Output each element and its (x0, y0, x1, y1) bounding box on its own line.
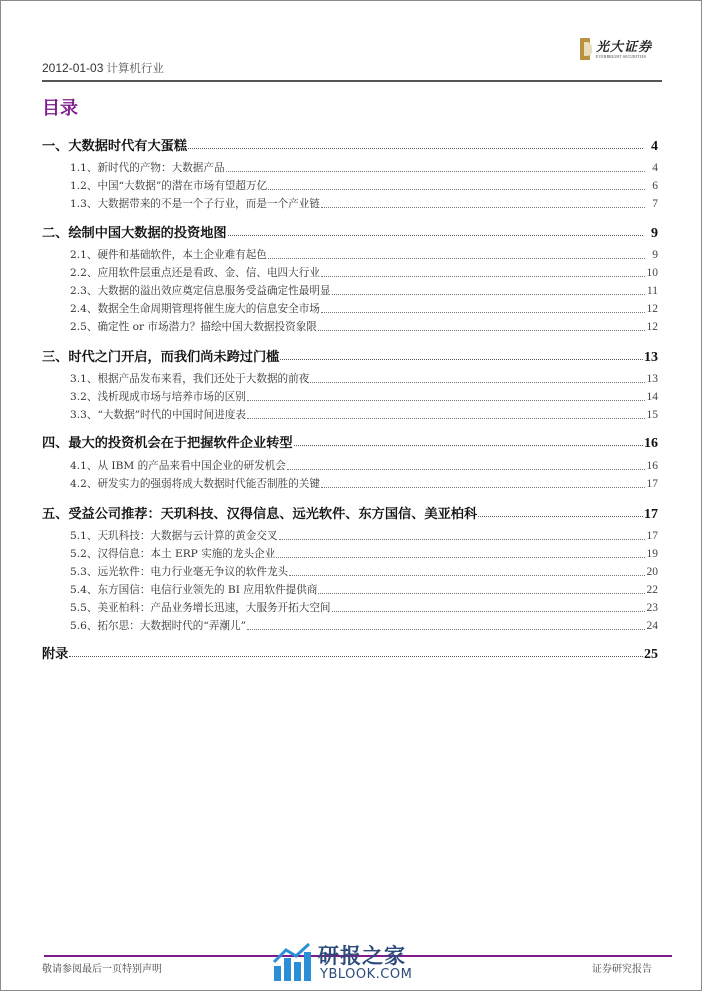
toc-entry-label: 5.6、拓尔思：大数据时代的“弄潮儿” (70, 620, 246, 632)
toc-subsection[interactable] (70, 371, 658, 387)
toc-entry-label: 4.1、从 IBM 的产品来看中国企业的研发机会 (70, 460, 286, 472)
everbright-logo (580, 36, 658, 64)
footer-disclaimer: 敬请参阅最后一页特别声明 (42, 964, 162, 975)
toc-page-number: 9 (652, 249, 658, 261)
toc-page-number: 11 (646, 285, 658, 297)
dot-leader (280, 358, 643, 360)
toc-subsection[interactable] (70, 283, 658, 299)
toc-subsection[interactable] (70, 407, 658, 423)
toc-entry-label: 5.2、汉得信息：本土 ERP 实施的龙头企业 (70, 548, 276, 560)
toc-entry-label: 附录 (42, 647, 69, 662)
toc-subsection[interactable] (70, 600, 658, 616)
toc-page-number: 16 (644, 436, 658, 451)
toc-page-number: 17 (646, 478, 658, 490)
page-header (42, 40, 658, 82)
watermark-en: YBLOOK.COM (320, 967, 413, 982)
dot-leader (226, 170, 645, 172)
toc-subsection[interactable] (70, 564, 658, 580)
dot-leader (321, 206, 645, 208)
toc-page-number: 16 (646, 460, 658, 472)
dot-leader (321, 311, 645, 313)
dot-leader (332, 610, 645, 612)
toc-page-number: 23 (646, 602, 658, 614)
dot-leader (321, 275, 645, 277)
toc-page-number: 7 (652, 198, 658, 210)
toc-subsection[interactable] (70, 247, 658, 263)
toc-entry-label: 5.4、东方国信：电信行业领先的 BI 应用软件提供商 (70, 584, 318, 596)
dot-leader (247, 417, 645, 419)
toc-page-number: 19 (646, 548, 658, 560)
toc-entry-label: 三、时代之门开启，而我们尚未跨过门槛 (42, 350, 280, 365)
dot-leader (321, 486, 645, 488)
toc-page-number: 25 (644, 647, 658, 662)
dot-leader (247, 628, 645, 630)
toc-entry-label: 3.1、根据产品发布来看，我们还处于大数据的前夜 (70, 373, 310, 385)
toc-entry-label: 3.2、浅析现成市场与培养市场的区别 (70, 391, 246, 403)
toc-entry-label: 一、大数据时代有大蛋糕 (42, 139, 188, 154)
toc-page-number: 17 (646, 530, 658, 542)
toc-entry-label: 2.1、硬件和基础软件，本土企业难有起色 (70, 249, 267, 261)
toc-entry-label: 1.1、新时代的产物：大数据产品 (70, 162, 225, 174)
logo-cn-text: 光大证券 (596, 40, 653, 55)
toc-subsection[interactable] (70, 546, 658, 562)
toc-subsection[interactable] (70, 265, 658, 281)
toc-page-number: 20 (646, 566, 658, 578)
logo-mark-icon (580, 38, 590, 60)
toc-entry-label: 5.5、美亚柏科：产品业务增长迅速，大服务开拓大空间 (70, 602, 331, 614)
watermark-cn: 研报之家 (318, 944, 406, 968)
toc-entry-label: 四、最大的投资机会在于把握软件企业转型 (42, 436, 293, 451)
toc-page-number: 22 (646, 584, 658, 596)
dot-leader (478, 515, 643, 517)
toc-entry-label: 3.3、“大数据”时代的中国时间进度表 (70, 409, 246, 421)
toc-subsection[interactable] (70, 582, 658, 598)
toc-section-4[interactable] (42, 432, 658, 450)
toc-subsection[interactable] (70, 301, 658, 317)
toc-entry-label: 5.3、远光软件：电力行业毫无争议的软件龙头 (70, 566, 289, 578)
toc-entry-label: 2.2、应用软件层重点还是看政、金、信、电四大行业 (70, 267, 320, 279)
toc-page-number: 9 (651, 226, 658, 241)
toc-section-6[interactable] (42, 643, 658, 661)
dot-leader (287, 468, 645, 470)
toc-entry-label: 2.4、数据全生命周期管理将催生庞大的信息安全市场 (70, 303, 320, 315)
dot-leader (318, 329, 645, 331)
toc-page-number: 15 (646, 409, 658, 421)
toc-section-5[interactable] (42, 503, 658, 521)
report-date: 2012-01-03 (42, 61, 104, 75)
toc-entry-label: 2.5、确定性 or 市场潜力？描绘中国大数据投资象限 (70, 321, 317, 333)
toc-entry-label: 1.2、中国“大数据”的潜在市场有望超万亿 (70, 180, 268, 192)
toc-page-number: 17 (644, 507, 658, 522)
dot-leader (188, 147, 643, 149)
toc-page-number: 10 (646, 267, 658, 279)
toc-title: 目录 (42, 98, 78, 119)
header-date-industry (42, 60, 164, 76)
dot-leader (268, 257, 645, 259)
dot-leader (332, 293, 645, 295)
dot-leader (279, 538, 645, 540)
toc-entry-label: 4.2、研发实力的强弱将成大数据时代能否制胜的关键 (70, 478, 320, 490)
dot-leader (310, 381, 645, 383)
toc-subsection[interactable] (70, 160, 658, 176)
toc-entry-label: 五、受益公司推荐：天玑科技、汉得信息、远光软件、东方国信、美亚柏科 (42, 507, 478, 522)
toc-page-number: 13 (646, 373, 658, 385)
toc-page-number: 24 (646, 620, 658, 632)
toc-page-number: 12 (646, 303, 658, 315)
watermark (272, 940, 432, 988)
toc-subsection[interactable] (70, 319, 658, 335)
dot-leader (289, 574, 645, 576)
toc-subsection[interactable] (70, 178, 658, 194)
industry-label: 计算机行业 (106, 61, 164, 75)
dot-leader (294, 444, 643, 446)
toc-section-2[interactable] (42, 222, 658, 240)
dot-leader (276, 556, 645, 558)
toc-subsection[interactable] (70, 389, 658, 405)
toc-entry-label: 二、绘制中国大数据的投资地图 (42, 226, 227, 241)
dot-leader (268, 188, 645, 190)
toc-entry-label: 1.3、大数据带来的不是一个子行业，而是一个产业链 (70, 198, 320, 210)
toc-page-number: 12 (646, 321, 658, 333)
toc-subsection[interactable] (70, 476, 658, 492)
toc-subsection[interactable] (70, 528, 658, 544)
toc-entry-label: 5.1、天玑科技：大数据与云计算的黄金交叉 (70, 530, 278, 542)
dot-leader (228, 234, 643, 236)
dot-leader (69, 655, 643, 657)
bar-chart-arrow-icon (272, 942, 312, 982)
dot-leader (247, 399, 645, 401)
toc-subsection[interactable] (70, 196, 658, 212)
toc-subsection[interactable] (70, 458, 658, 474)
dot-leader (318, 592, 645, 594)
toc-page-number: 13 (644, 350, 658, 365)
toc-page-number: 14 (646, 391, 658, 403)
toc-section-3[interactable] (42, 346, 658, 364)
toc-subsection[interactable] (70, 618, 658, 634)
logo-en-text: EVERBRIGHT SECURITIES (596, 55, 647, 59)
footer-report-type: 证券研究报告 (592, 964, 652, 975)
toc-section-1[interactable] (42, 135, 658, 153)
toc-page-number: 6 (652, 180, 658, 192)
toc-page-number: 4 (652, 162, 658, 174)
header-divider (42, 80, 662, 82)
toc-page-number: 4 (651, 139, 658, 154)
toc-entry-label: 2.3、大数据的溢出效应奠定信息服务受益确定性最明显 (70, 285, 331, 297)
